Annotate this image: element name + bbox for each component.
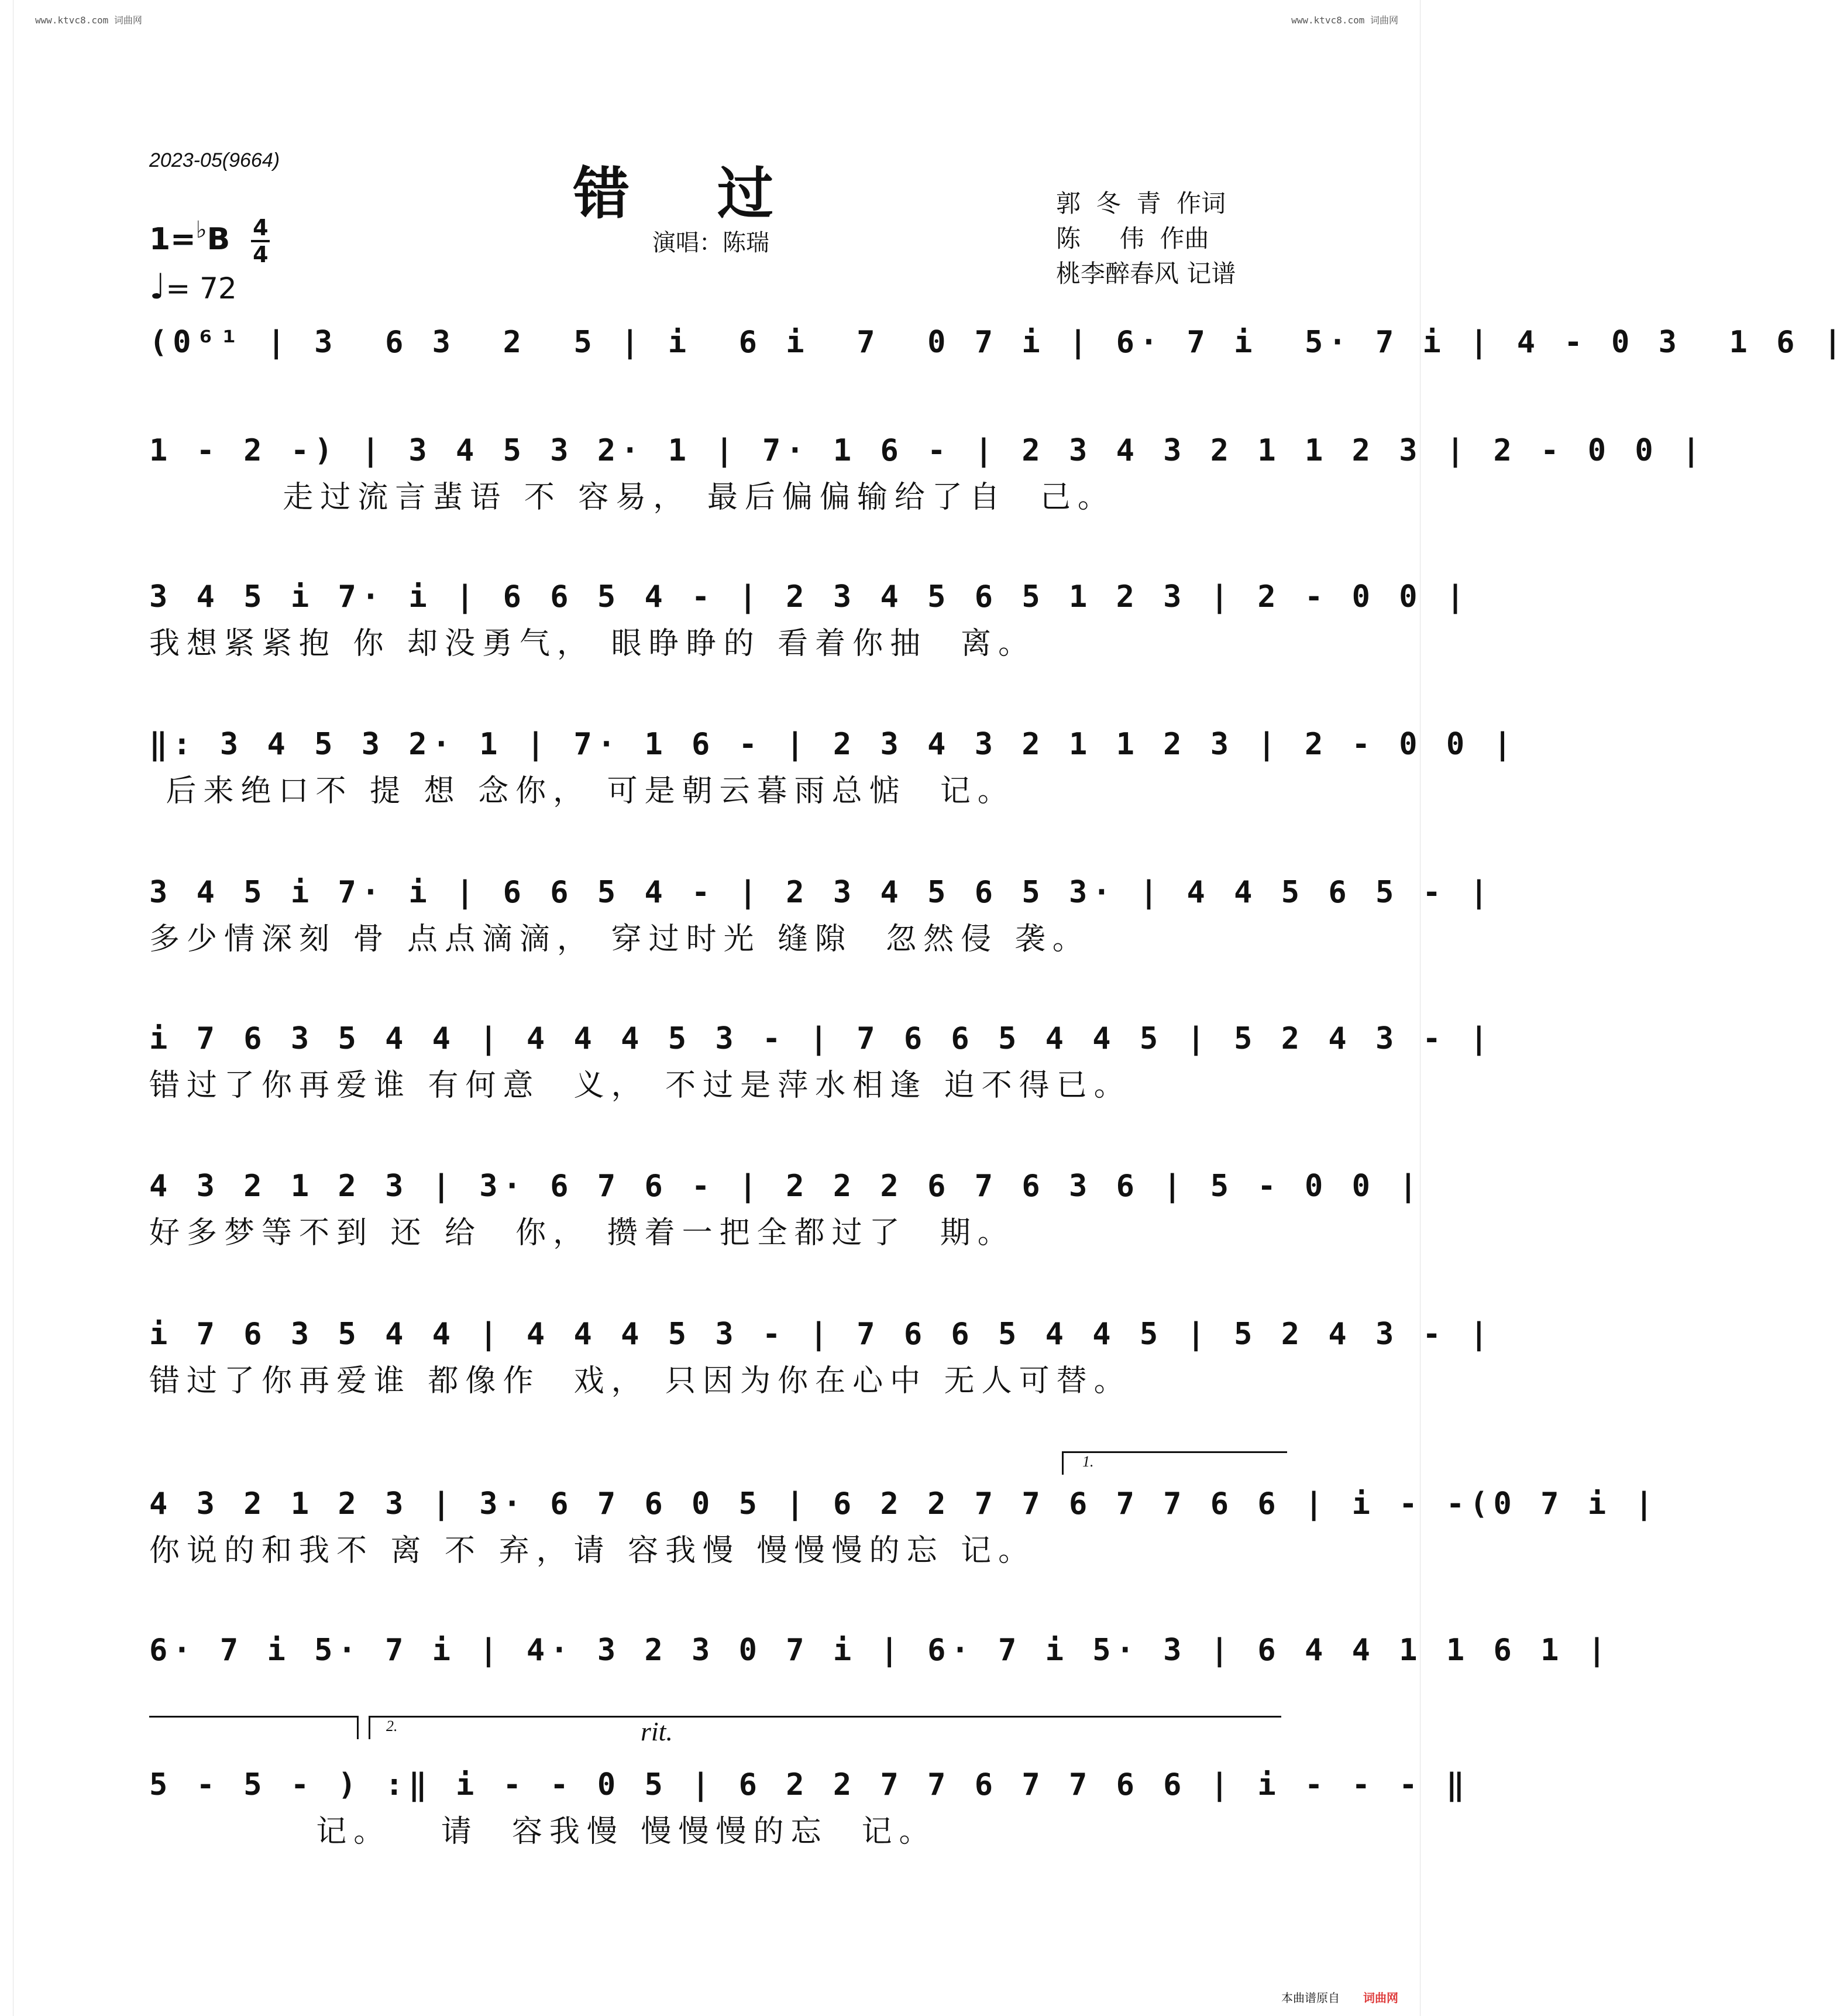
second-ending-label: 2. [386,1718,398,1735]
site-watermark-left: www.ktvc8.com 词曲网 [35,15,142,26]
notation-line: ‖: 3 4 5 3 2· 1 | 7· 1 6 - | 2 3 4 3 2 1 1 2 3 | 2 - 0 0 | [149,727,1517,762]
key-signature: 1=♭B $\frac{4}{4}$ [149,217,270,266]
right-border-strip [1420,0,1433,2016]
quarter-note-icon: ♩ [149,266,166,307]
lyric-line: 多少情深刻 骨 点点滴滴， 穿过时光 缝隙 忽然侵 袭。 [149,922,1090,957]
notation-line: 4 3 2 1 2 3 | 3· 6 7 6 - | 2 2 2 6 7 6 3 6 | 5 - 0 0 | [149,1169,1423,1204]
lyricist-credit: 郭 冬 青 作词 [1056,189,1226,218]
notation-line: i 7 6 3 5 4 4 | 4 4 4 5 3 - | 7 6 6 5 4 4 5 | 5 2 4 3 - | [149,1317,1494,1352]
credits-block [1056,186,1236,291]
footer-credit [1281,1988,1398,2005]
ritardando-marking: rit. [641,1716,673,1746]
first-ending-end-tick [357,1716,359,1739]
lyric-line: 错过了你再爱谁 有何意 义， 不过是萍水相逢 迫不得已。 [149,1068,1131,1103]
song-title: 错过 [573,160,861,226]
lyric-line: 走过流言蜚语 不 容易， 最后偏偏输给了自 己。 [149,480,1115,515]
first-ending-continuation [149,1716,357,1718]
second-ending-bracket [369,1716,1281,1718]
composer-credit: 陈 伟 作曲 [1056,224,1209,253]
notation-line: 6· 7 i 5· 7 i | 4· 3 2 3 0 7 i | 6· 7 i 5· 3 | 6 4 4 1 1 6 1 | [149,1633,1612,1668]
tempo-marking: ♩= 72 [149,266,237,307]
footer-label: 本曲谱原自 [1281,1991,1340,2005]
lyric-line: 错过了你再爱谁 都像作 戏， 只因为你在心中 无人可替。 [149,1364,1131,1399]
lyric-line: 后来绝口不 提 想 念你， 可是朝云暮雨总惦 记。 [149,774,1015,809]
notation-line: (0⁶¹ | 3 6 3 2 5 | i 6 i 7 0 7 i | 6· 7 i 5· 7 i | 4 - 0 3 1 6 | [149,325,1847,360]
site-watermark-right: www.ktvc8.com 词曲网 [1291,15,1398,26]
notation-line: 5 - 5 - ) :‖ i - - 0 5 | 6 2 2 7 7 6 7 7 6 6 | i - - - ‖ [149,1767,1470,1802]
notation-line: 3 4 5 i 7· i | 6 6 5 4 - | 2 3 4 5 6 5 1 2 3 | 2 - 0 0 | [149,579,1470,614]
lyric-line: 好多梦等不到 还 给 你， 攒着一把全都过了 期。 [149,1215,1015,1251]
notation-line: i 7 6 3 5 4 4 | 4 4 4 5 3 - | 7 6 6 5 4 4 5 | 5 2 4 3 - | [149,1021,1494,1056]
lyric-line: 我想紧紧抱 你 却没勇气， 眼睁睁的 看着你抽 离。 [149,626,1036,661]
time-signature: $\frac{4}{4}$ [251,217,270,266]
transcriber-credit: 桃李醉春风 记谱 [1056,259,1236,288]
first-ending-bracket [1062,1451,1287,1453]
footer-brand: 词曲网 [1363,1991,1398,2005]
lyric-line: 记。 请 容我慢 慢慢慢的忘 记。 [149,1814,937,1849]
notation-line: 4 3 2 1 2 3 | 3· 6 7 6 0 5 | 6 2 2 7 7 6 7 7 6 6 | i - -(0 7 i | [149,1486,1659,1522]
notation-line: 3 4 5 i 7· i | 6 6 5 4 - | 2 3 4 5 6 5 3· | 4 4 5 6 5 - | [149,875,1494,910]
first-ending-tick [1062,1451,1064,1475]
first-ending-label: 1. [1082,1453,1094,1470]
notation-line: 1 - 2 -) | 3 4 5 3 2· 1 | 7· 1 6 - | 2 3 4 3 2 1 1 2 3 | 2 - 0 0 | [149,433,1706,468]
second-ending-tick [369,1716,370,1739]
score-reference: 2023-05(9664) [149,149,280,171]
left-border-strip [0,0,13,2016]
flat-symbol: ♭ [195,217,207,243]
singer-credit: 演唱：陈瑞 [652,229,769,256]
lyric-line: 你说的和我不 离 不 弃，请 容我慢 慢慢慢的忘 记。 [149,1533,1036,1568]
